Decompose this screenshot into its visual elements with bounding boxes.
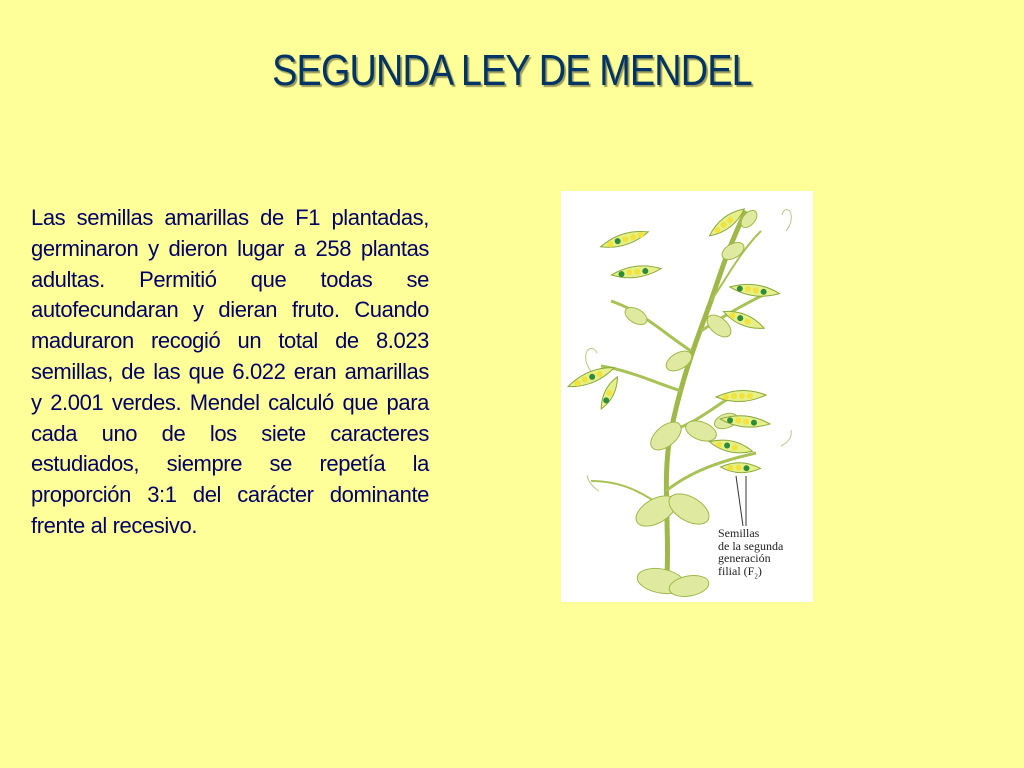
caption-close: )	[757, 563, 762, 578]
slide-title: SEGUNDA LEY DE MENDEL	[272, 46, 752, 95]
caption-line: Semillas	[718, 526, 760, 540]
caption-subscript: 2	[754, 571, 758, 580]
slide-body-text: Las semillas amarillas de F1 plantadas, germinaron y dieron lugar a 258 plantas adultas. Permitió que todas se autofecundaran y dieran fruto. Cuando maduraron recogió un total de 8.023 semillas, de las que 6.022 eran amarillas y 2.001 verdes. Mendel calculó que para cada uno de los siete caracteres estudiados, siempre se repetía la proporción 3:1 del carácter dominante frente al recesivo.	[31, 205, 429, 538]
figure-caption	[718, 527, 810, 582]
caption-line: de la segunda	[718, 538, 784, 553]
caption-line	[718, 565, 810, 583]
caption-text: filial (F	[718, 563, 755, 578]
caption-line: generación	[718, 551, 771, 565]
